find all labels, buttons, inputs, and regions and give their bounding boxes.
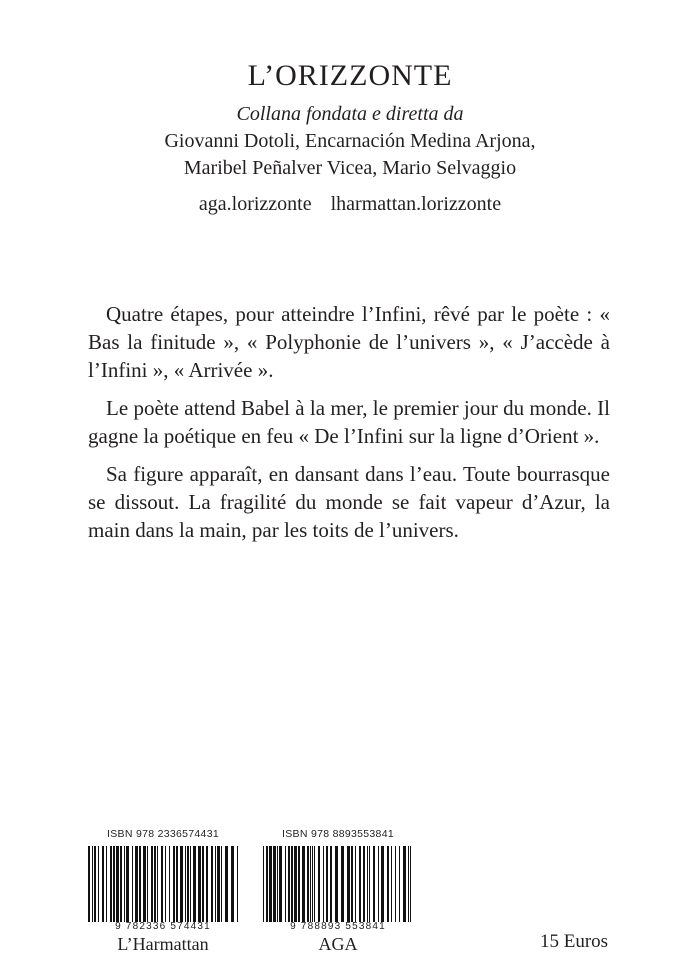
barcode-bar xyxy=(190,846,191,922)
barcode-bar xyxy=(288,846,290,922)
barcode-bar xyxy=(193,846,196,922)
barcode-bar xyxy=(180,846,183,922)
barcode-bar xyxy=(341,846,344,922)
barcode-bar xyxy=(206,846,208,922)
publisher-aga: AGA xyxy=(318,934,358,954)
barcode-bar xyxy=(88,846,90,922)
barcode-bar xyxy=(351,846,353,922)
barcode-bars-icon xyxy=(263,846,413,922)
barcode-bar xyxy=(231,846,234,922)
barcode-bar xyxy=(355,846,356,922)
barcode-bar xyxy=(157,846,158,922)
barcode-bar xyxy=(391,846,392,922)
barcode-bar xyxy=(302,846,305,922)
barcode-bar xyxy=(187,846,189,922)
barcode-harmattan xyxy=(88,828,238,955)
barcode-bar xyxy=(403,846,406,922)
barcode-bar xyxy=(399,846,400,922)
series-subtitle: Collana fondata e diretta da xyxy=(236,103,464,125)
blurb-paragraph-2: Le poète attend Babel à la mer, le premier jour du monde. Il gagne la poétique en feu « De l’Infini sur la ligne d’Orient ». xyxy=(88,396,610,448)
barcode-bar xyxy=(147,846,148,922)
social-handle-harmattan: lharmattan.lorizzonte xyxy=(330,193,502,215)
barcode-bar xyxy=(98,846,99,922)
series-header xyxy=(0,56,700,217)
barcode-bar xyxy=(113,846,115,922)
barcode-bars-icon xyxy=(88,846,238,922)
directors-line-1: Giovanni Dotoli, Encarnación Medina Arjona, xyxy=(164,130,536,152)
barcode-bar xyxy=(102,846,104,922)
barcode-bar xyxy=(173,846,175,922)
social-handles xyxy=(0,191,700,217)
back-cover-blurb xyxy=(88,300,610,554)
isbn-label-harmattan: ISBN 978 2336574431 xyxy=(107,828,219,840)
barcode-bar xyxy=(410,846,411,922)
barcode-bar xyxy=(124,846,125,922)
barcode-bar xyxy=(154,846,156,922)
barcode-bar xyxy=(310,846,311,922)
isbn-label-aga: ISBN 978 8893553841 xyxy=(282,828,394,840)
barcode-bar xyxy=(221,846,222,922)
barcode-bar xyxy=(225,846,228,922)
barcode-bar xyxy=(126,846,129,922)
series-title: L’ORIZZONTE xyxy=(247,59,453,92)
barcode-bar xyxy=(363,846,365,922)
barcode-bar xyxy=(266,846,268,922)
barcode-bar xyxy=(294,846,297,922)
barcode-bar xyxy=(217,846,220,922)
barcode-bar xyxy=(211,846,213,922)
barcode-bar xyxy=(215,846,216,922)
barcode-bar xyxy=(273,846,276,922)
barcode-bar xyxy=(139,846,141,922)
barcode-bar xyxy=(307,846,309,922)
barcode-digits-harmattan: 9 782336 574431 xyxy=(115,921,211,932)
barcode-bar xyxy=(298,846,300,922)
barcode-bar xyxy=(185,846,186,922)
barcode-bar xyxy=(408,846,409,922)
blurb-paragraph-3: Sa figure apparaît, en dansant dans l’eau. Toute bourrasque se dissout. La fragilité du monde se fait vapeur d’Azur, la main dans la main, par les toits de l’univers. xyxy=(88,462,610,542)
barcode-bar xyxy=(373,846,375,922)
barcode-bar xyxy=(277,846,278,922)
barcode-bar xyxy=(395,846,396,922)
barcode-bar xyxy=(359,846,361,922)
directors-line-2: Maribel Peñalver Vicea, Mario Selvaggio xyxy=(183,157,517,179)
barcode-bar xyxy=(263,846,264,922)
barcode-bar xyxy=(202,846,204,922)
barcode-bar xyxy=(143,846,146,922)
publisher-harmattan: L’Harmattan xyxy=(117,934,209,954)
barcode-bar xyxy=(279,846,282,922)
barcode-bar xyxy=(367,846,368,922)
barcode-bar xyxy=(387,846,389,922)
barcode-bar xyxy=(132,846,133,922)
barcode-bar xyxy=(323,846,324,922)
barcode-bar xyxy=(94,846,96,922)
barcode-bar xyxy=(335,846,338,922)
barcode-bar xyxy=(285,846,286,922)
barcode-digits-aga: 9 788893 553841 xyxy=(290,921,386,932)
social-handle-aga: aga.lorizzonte xyxy=(198,193,312,215)
barcode-bar xyxy=(169,846,170,922)
barcode-aga xyxy=(263,828,413,955)
barcode-bar xyxy=(330,846,332,922)
barcode-bar xyxy=(92,846,93,922)
barcode-bar xyxy=(116,846,119,922)
barcode-bar xyxy=(110,846,112,922)
barcode-bar xyxy=(347,846,350,922)
barcode-bar xyxy=(314,846,315,922)
blurb-paragraph-1: Quatre étapes, pour atteindre l’Infini, rêvé par le poète : « Bas la finitude », « Polyphonie de l’univers », « J’accède à l’Infini », « Arrivée ». xyxy=(88,302,610,382)
barcode-bar xyxy=(312,846,313,922)
barcode-bar xyxy=(176,846,178,922)
barcode-bar xyxy=(269,846,272,922)
barcode-bar xyxy=(151,846,153,922)
barcode-bar xyxy=(106,846,107,922)
barcode-bar xyxy=(161,846,163,922)
barcode-bar xyxy=(135,846,138,922)
price: 15 Euros xyxy=(540,931,609,952)
barcode-bar xyxy=(369,846,370,922)
barcode-bar xyxy=(326,846,328,922)
barcode-bar xyxy=(318,846,320,922)
barcode-bar xyxy=(198,846,201,922)
barcode-bar xyxy=(120,846,122,922)
barcode-bar xyxy=(237,846,238,922)
barcode-bar xyxy=(378,846,379,922)
barcode-bar xyxy=(381,846,384,922)
barcode-bar xyxy=(291,846,293,922)
barcode-bar xyxy=(165,846,166,922)
